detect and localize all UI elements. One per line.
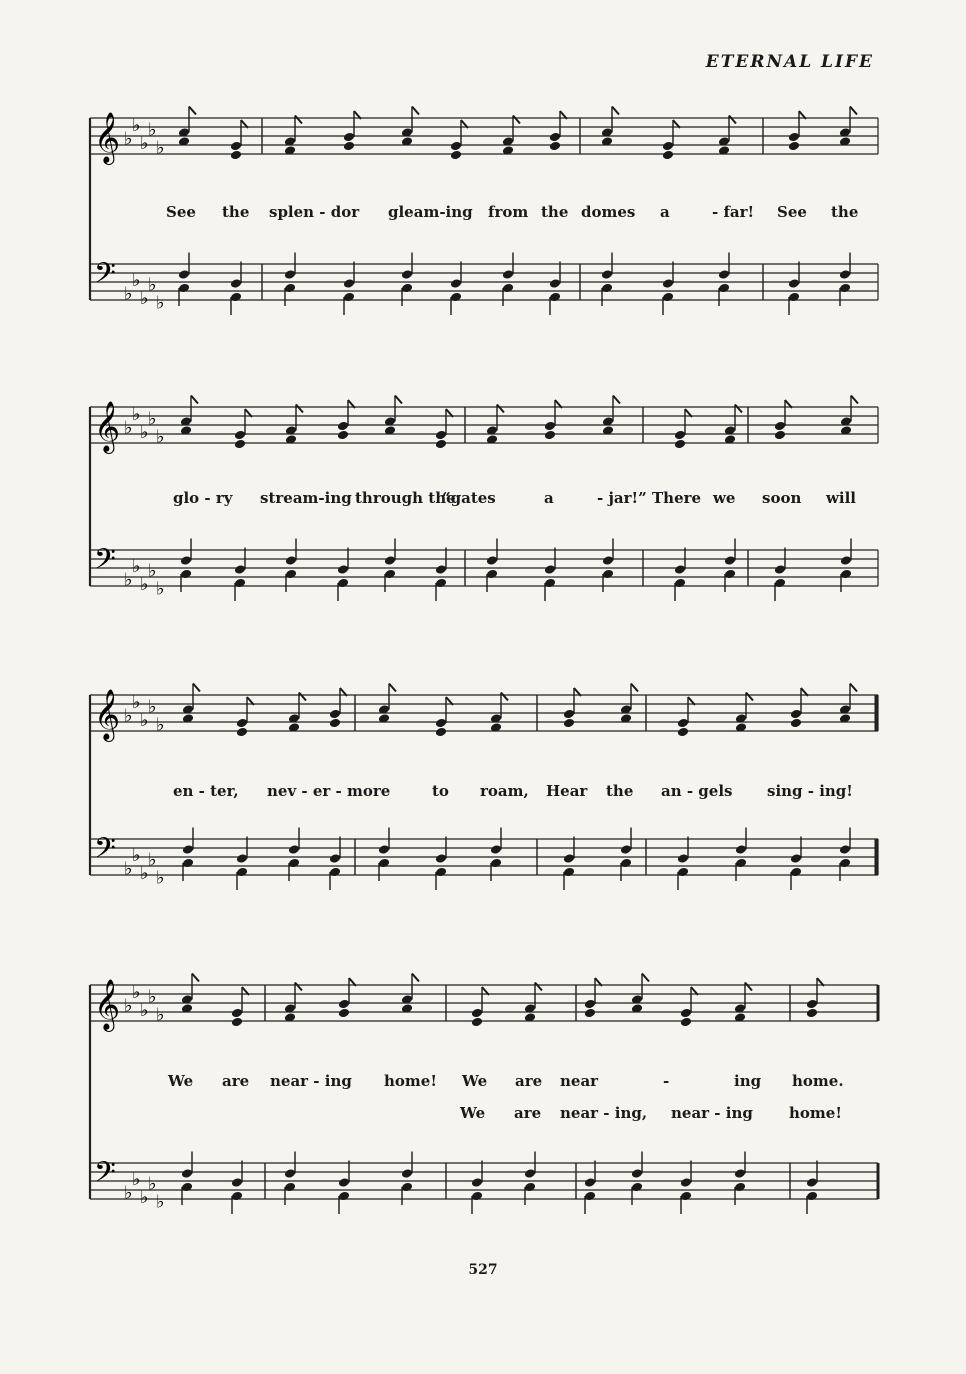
systems-layer — [90, 107, 878, 1215]
note-chord — [631, 974, 649, 1206]
treble-clef-icon: 𝄞 — [94, 112, 121, 163]
lyric-syllable: glo - ry — [173, 489, 233, 507]
flat-icon: ♭ — [156, 1004, 165, 1026]
lyric-syllable: are — [222, 1072, 250, 1090]
lyric-syllable: will — [826, 489, 857, 507]
flat-icon: ♭ — [140, 1187, 149, 1208]
lyric-syllable: We — [462, 1072, 488, 1090]
flat-icon: ♭ — [156, 292, 165, 314]
lyric-syllable: home! — [789, 1104, 842, 1122]
flat-icon: ♭ — [132, 692, 141, 713]
lyric-syllable: to — [432, 782, 449, 800]
flat-icon: ♭ — [132, 845, 141, 866]
treble-staff — [90, 401, 878, 454]
lyric-syllable: There — [652, 489, 702, 507]
note-chord — [234, 409, 252, 601]
lyric-syllable: We — [460, 1104, 486, 1122]
lyric-syllable: - — [663, 1072, 670, 1090]
flat-icon: ♭ — [156, 578, 165, 600]
lyric-syllable: roam, — [480, 782, 529, 800]
lyric-syllable: from — [488, 203, 529, 221]
lyric-syllable: near — [560, 1072, 599, 1090]
lyric-syllable: splen - dor — [269, 203, 360, 221]
flat-icon: ♭ — [156, 714, 165, 736]
flat-icon: ♭ — [124, 283, 133, 305]
lyric-syllable: nev - er - more — [267, 782, 391, 800]
music-system — [90, 107, 878, 316]
lyric-syllable: Hear — [546, 782, 588, 800]
flat-icon: ♭ — [132, 556, 141, 577]
flat-icon: ♭ — [140, 863, 149, 884]
flat-icon: ♭ — [124, 1182, 133, 1204]
flat-icon: ♭ — [148, 1173, 157, 1195]
bass-clef-icon: 𝄢 — [94, 257, 116, 297]
bass-staff — [90, 832, 878, 889]
lyric-syllable: “gates — [442, 489, 496, 507]
flat-icon: ♭ — [140, 574, 149, 595]
treble-staff — [90, 112, 878, 165]
treble-clef-icon: 𝄞 — [94, 979, 121, 1030]
lyric-syllable: soon — [762, 489, 802, 507]
lyric-syllable: stream-ing — [260, 489, 352, 507]
bass-clef-icon: 𝄢 — [94, 1156, 116, 1196]
lyric-syllable: sing - ing! — [767, 782, 853, 800]
treble-clef-icon: 𝄞 — [94, 689, 121, 740]
flat-icon: ♭ — [156, 426, 165, 448]
music-system — [90, 684, 878, 891]
flat-icon: ♭ — [132, 115, 141, 136]
flat-icon: ♭ — [124, 705, 133, 727]
section-title: ETERNAL LIFE — [705, 52, 874, 72]
flat-icon: ♭ — [148, 849, 157, 871]
flat-icon: ♭ — [148, 274, 157, 296]
note-chord — [735, 693, 753, 882]
music-system — [90, 396, 878, 602]
lyric-syllable: near - ing — [270, 1072, 352, 1090]
flat-icon: ♭ — [156, 867, 165, 889]
treble-staff — [90, 689, 878, 742]
lyric-syllable: are — [514, 1104, 542, 1122]
lyric-syllable: the — [541, 203, 569, 221]
lyric-syllable: a — [660, 203, 670, 221]
lyric-syllable: are — [515, 1072, 543, 1090]
flat-icon: ♭ — [140, 133, 149, 154]
flat-icon: ♭ — [148, 119, 157, 141]
lyric-syllable: - far! — [712, 203, 755, 221]
flat-icon: ♭ — [140, 710, 149, 731]
lyric-syllable: home! — [384, 1072, 437, 1090]
flat-icon: ♭ — [124, 128, 133, 150]
bass-staff — [90, 257, 878, 314]
page-number: 527 — [468, 1262, 498, 1278]
lyric-syllable: gleam-ing — [388, 203, 473, 221]
flat-icon: ♭ — [140, 1000, 149, 1021]
flat-icon: ♭ — [124, 995, 133, 1017]
lyric-syllable: See — [166, 203, 196, 221]
bass-staff — [90, 1156, 878, 1213]
flat-icon: ♭ — [156, 137, 165, 159]
lyric-syllable: near - ing — [671, 1104, 753, 1122]
lyric-syllable: the — [831, 203, 859, 221]
flat-icon: ♭ — [124, 569, 133, 591]
bass-staff — [90, 543, 878, 600]
lyric-syllable: the — [222, 203, 250, 221]
lyric-syllable: ing — [734, 1072, 762, 1090]
flat-icon: ♭ — [156, 1191, 165, 1213]
treble-staff — [90, 979, 878, 1032]
lyric-syllable: We — [168, 1072, 194, 1090]
flat-icon: ♭ — [140, 288, 149, 309]
lyric-syllable: en - ter, — [173, 782, 239, 800]
flat-icon: ♭ — [148, 408, 157, 430]
note-chord — [338, 978, 356, 1214]
lyric-syllable: domes — [581, 203, 636, 221]
lyric-syllable: the — [606, 782, 634, 800]
lyric-syllable: a — [544, 489, 554, 507]
flat-icon: ♭ — [132, 270, 141, 291]
bass-clef-icon: 𝄢 — [94, 832, 116, 872]
lyric-syllable: we — [713, 489, 736, 507]
lyric-syllable: an - gels — [661, 782, 733, 800]
music-system — [90, 974, 878, 1215]
flat-icon: ♭ — [132, 1169, 141, 1190]
lyric-syllable: near - ing, — [560, 1104, 648, 1122]
treble-clef-icon: 𝄞 — [94, 401, 121, 452]
note-chord — [584, 978, 602, 1214]
flat-icon: ♭ — [124, 417, 133, 439]
flat-icon: ♭ — [148, 986, 157, 1008]
bass-clef-icon: 𝄢 — [94, 543, 116, 583]
lyric-syllable: home. — [792, 1072, 844, 1090]
flat-icon: ♭ — [132, 404, 141, 425]
lyric-syllable: - jar!” — [597, 489, 647, 507]
flat-icon: ♭ — [132, 982, 141, 1003]
lyric-syllable: through the — [355, 489, 456, 507]
note-chord — [806, 978, 824, 1214]
flat-icon: ♭ — [140, 422, 149, 443]
flat-icon: ♭ — [124, 858, 133, 880]
flat-icon: ♭ — [148, 560, 157, 582]
lyric-syllable: See — [777, 203, 807, 221]
flat-icon: ♭ — [148, 696, 157, 718]
